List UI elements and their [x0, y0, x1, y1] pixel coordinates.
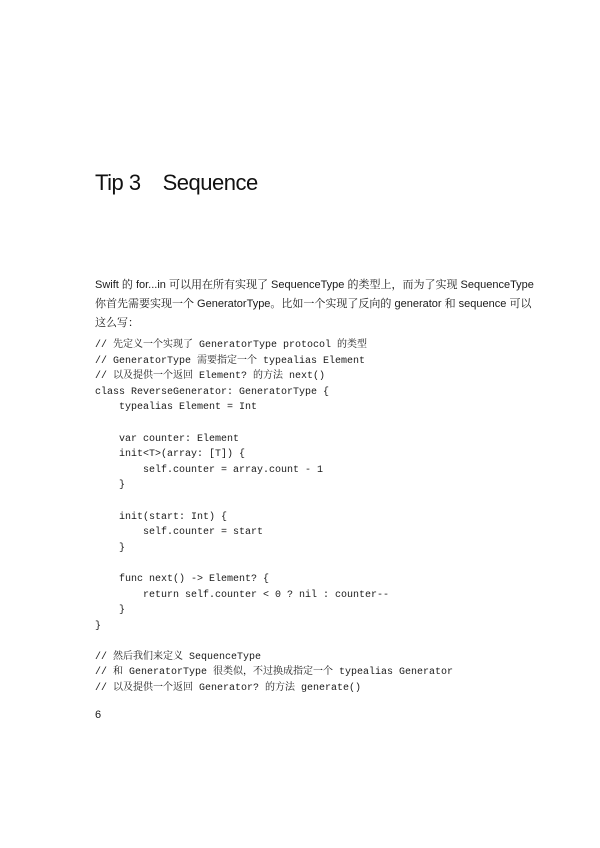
code-line: } [95, 542, 126, 554]
code-line: var counter: Element [95, 433, 240, 445]
code-line [95, 494, 453, 510]
code-line: } [95, 605, 126, 617]
paragraph-line: Swift 的 for...in 可以用在所有实现了 SequenceType 的类型上，而为了实现 SequenceType [95, 279, 534, 291]
code-line: // 先定义一个实现了 GeneratorType protocol 的类型 [95, 340, 368, 351]
code-line: // 以及提供一个返回 Generator? 的方法 generate() [95, 683, 362, 695]
code-line: class ReverseGenerator: GeneratorType { [95, 386, 330, 398]
chapter-title: Sequence [162, 170, 258, 195]
code-line: typealias Element = Int [95, 402, 258, 414]
code-line: return self.counter < 0 ? nil : counter-- [95, 589, 390, 601]
code-line [95, 556, 453, 572]
paragraph-line: 你首先需要实现一个 GeneratorType。比如一个实现了反向的 generator 和 sequence 可以 [95, 298, 532, 310]
code-line: init(start: Int) { [95, 511, 228, 523]
code-line: self.counter = array.count - 1 [95, 464, 324, 476]
code-line: // 然后我们来定义 SequenceType [95, 651, 262, 663]
intro-paragraph [95, 276, 534, 333]
code-line: } [95, 620, 102, 632]
tip-label: Tip 3 [95, 170, 141, 195]
code-line: self.counter = start [95, 527, 264, 539]
code-line [95, 634, 453, 650]
code-line: func next() -> Element? { [95, 573, 270, 585]
code-line [95, 416, 453, 432]
code-line: // 以及提供一个返回 Element? 的方法 next() [95, 371, 326, 383]
code-line: // GeneratorType 需要指定一个 typealias Element [95, 355, 366, 367]
chapter-heading [95, 170, 258, 196]
code-line: // 和 GeneratorType 很类似，不过换成指定一个 typealias Generator [95, 667, 454, 679]
paragraph-line: 这么写： [95, 317, 139, 329]
page-number: 6 [95, 709, 102, 721]
code-line: init<T>(array: [T]) { [95, 449, 246, 461]
code-listing [95, 338, 453, 697]
code-line: } [95, 480, 126, 492]
